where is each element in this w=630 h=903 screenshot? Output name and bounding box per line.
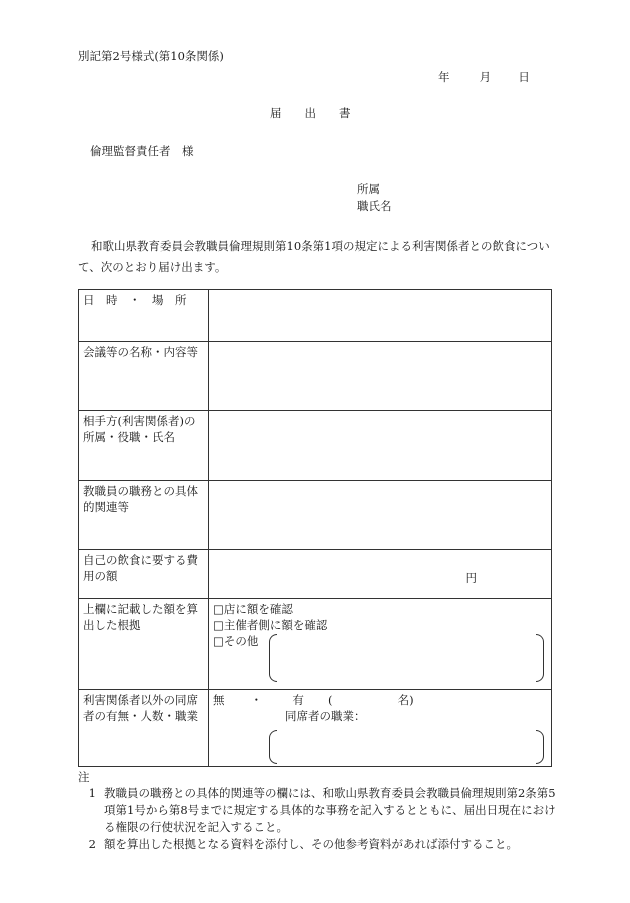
- date-line: [438, 69, 530, 85]
- table-row: [79, 290, 552, 342]
- meeting-name-field[interactable]: [209, 342, 552, 411]
- intro-paragraph: 和歌山県教育委員会教職員倫理規則第10条第1項の規定による利害関係者との飲食について、次のとおり届け出ます。: [78, 239, 550, 274]
- notes-heading: 注: [78, 770, 90, 784]
- year-label: 年: [438, 70, 450, 84]
- table-row: [79, 342, 552, 411]
- table-row: [79, 481, 552, 550]
- note-item: [78, 836, 556, 853]
- month-label: 月: [479, 70, 492, 84]
- affiliation-label: 所属: [357, 182, 380, 196]
- note-text: 教職員の職務との具体的関連等の欄には、和歌山県教育委員会教職員倫理規則第2条第5項第1号から第8号までに規定する具体的な事務を記入するとともに、届出日現在における権限の行使状況を記入すること。: [104, 786, 556, 834]
- occupation-bracket[interactable]: [213, 730, 547, 764]
- notification-form-table: [78, 289, 552, 767]
- form-title: 届 出 書: [270, 106, 351, 120]
- bracket-left: [269, 730, 277, 764]
- datetime-place-field[interactable]: [209, 290, 552, 342]
- row-label-meeting-name: 会議等の名称・内容等: [79, 342, 209, 411]
- note-item: [78, 785, 556, 836]
- cost-field[interactable]: [209, 550, 552, 599]
- row-label-datetime-place: 日 時 ・ 場 所: [79, 290, 209, 342]
- yen-unit: 円: [465, 571, 477, 585]
- bracket-right: [536, 634, 544, 682]
- relation-field[interactable]: [209, 481, 552, 550]
- bracket-left: [269, 634, 277, 682]
- attendee-count-unit: 名): [397, 693, 414, 707]
- checkbox-store-confirm[interactable]: □店に額を確認: [213, 602, 293, 616]
- table-row: [79, 599, 552, 690]
- other-detail-bracket[interactable]: [213, 634, 547, 682]
- row-label-relation: 教職員の職務との具体的関連等: [79, 481, 209, 550]
- attendees-field: [209, 690, 552, 767]
- note-number: 2: [88, 837, 96, 851]
- attendee-yes-option[interactable]: 有: [292, 693, 304, 707]
- attendee-presence-line: [213, 692, 547, 708]
- attendee-separator: ・: [250, 693, 263, 707]
- row-label-basis: 上欄に記載した額を算出した根拠: [79, 599, 209, 690]
- basis-field: [209, 599, 552, 690]
- notes-list: [78, 785, 556, 853]
- row-label-attendees: 利害関係者以外の同席者の有無・人数・職業: [79, 690, 209, 767]
- note-number: 1: [88, 786, 96, 800]
- note-text: 額を算出した根拠となる資料を添付し、その他参考資料があれば添付すること。: [104, 837, 518, 851]
- checkbox-other[interactable]: □その他: [213, 634, 259, 648]
- attendee-none-option[interactable]: 無: [213, 693, 225, 707]
- checkbox-organizer-confirm[interactable]: □主催者側に額を確認: [213, 618, 328, 632]
- bracket-right: [536, 730, 544, 764]
- position-name-label: 職氏名: [357, 199, 392, 213]
- row-label-counterpart: 相手方(利害関係者)の所属・役職・氏名: [79, 411, 209, 481]
- table-row: [79, 690, 552, 767]
- row-label-cost: 自己の飲食に要する費用の額: [79, 550, 209, 599]
- addressee: 倫理監督責任者 様: [90, 144, 194, 158]
- attendee-paren-open: (: [327, 693, 333, 707]
- occupation-label: 同席者の職業：: [285, 709, 366, 723]
- day-label: 日: [518, 70, 530, 84]
- form-number-label: 別記第2号様式(第10条関係): [78, 49, 224, 63]
- table-row: [79, 550, 552, 599]
- counterpart-field[interactable]: [209, 411, 552, 481]
- table-row: [79, 411, 552, 481]
